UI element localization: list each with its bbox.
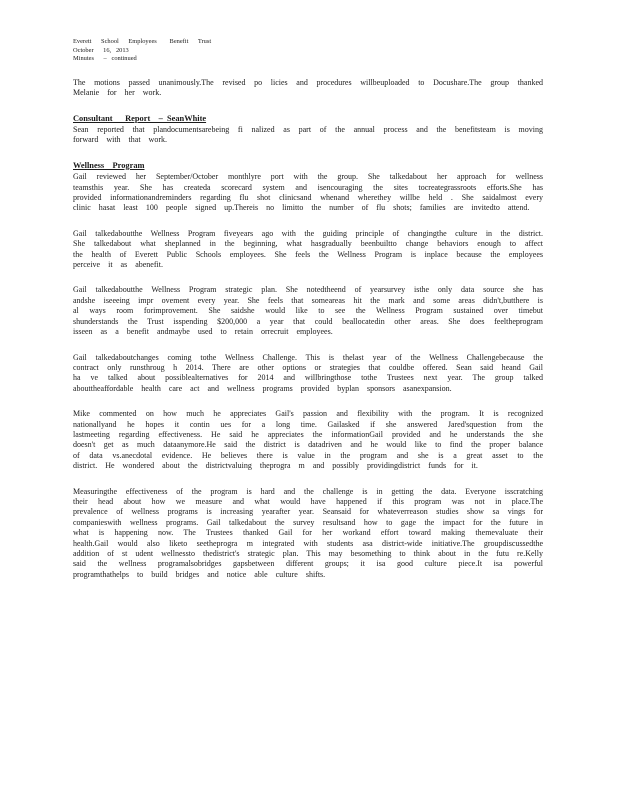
wellness-heading: Wellness Program <box>73 160 145 170</box>
wellness-section <box>73 161 543 214</box>
consultant-heading: Consultant Report – SeanWhite <box>73 113 207 123</box>
wellness-paragraph-2: Gail talkedaboutthe Wellness Program fiveyears ago with the guiding principle of changingthe culture in the district. She talkedabout what sheplanned in the beginning, what hasgradually beenbuiltto change behaviors enough to affect the health of Everett Public Schools employees. She feels the Wellness Program is inplace because the employees perceive it as abenefit. <box>73 228 543 270</box>
header-date: October 16, 2013 <box>73 46 129 54</box>
wellness-paragraph-3: Gail talkedaboutthe Wellness Program strategic plan. She notedtheend of yearsurvey isthe only data source she has andshe iseeeing impr ovement every year. She feels that someareas hit the mark and some areas didn't,butthere is al ways room forimprovement. She saidshe would like to see the Wellness Program sustained over timebut shunderstands the Trust isspending $200,000 a year that could beallocatedin other areas. She does feeltheprogram isseen as a benefit andmaybe used to retain orrecruit employees. <box>73 285 543 337</box>
wellness-paragraph-1: Gail reviewed her September/October monthlyre port with the group. She talkedabout her approach for wellness teamsthis year. She has createda scorecard system and isencouraging the sites tocreategrassroots efforts.She has provided informationandreminders regarding flu shot clinicsand whenand wherethey willbe held . She saidalmost every clinic hasat least 100 people signed up.Thereis no limitto the number of flu shots; families are invitedto attend. <box>73 172 543 213</box>
header-continued: Minutes – continued <box>73 55 137 63</box>
wellness-paragraph-6: Measuringthe effectiveness of the program is hard and the challenge is in getting the data. Everyone isscratching their head about how we measure and what would have happened if this program was not in place.The prevalence of wellness programs is increasing yearafter year. Seansaid for whateverreason studies show sa vings for companieswith wellness programs. Gail talkedabout the survey resultsand how to gage the impact for the future in what is happening now. The Trustees thanked Gail for her workand effort toward making themevaluate their health.Gail would also liketo seetheprogra m integrated with students asa district-wide initiative.The groupdiscussedthe addition of st udent wellnessto thedistrict's strategic plan. This may besomething to think about in the futu re.Kelly said the wellness programalsobridges gapsbetween different groups; it isa good culture piece.It isa powerful programthathelps to build bridges and notice able culture shifts. <box>73 486 543 579</box>
consultant-paragraph: Sean reported that plandocumentsarebeing fi nalized as part of the annual process and the benefitsteam is moving forward with that work. <box>73 125 543 145</box>
document-page <box>73 38 543 595</box>
wellness-paragraph-5: Mike commented on how much he appreciates Gail's passion and flexibility with the program. It is recognized nationallyand he hopes it contin ues for a long time. Gailasked if she answered Jared'squestion from the lastmeeting regarding effectiveness. He said he appreciates the informationGail provided and he understands the she doesn't get as much dataanymore.He said the district is datadriven and he would like to find the proper balance of data vs.anecdotal evidence. He believes there is value in the program and she is a great asset to the district. He wondered about the districtvaluing theprogra m and possibly providingdistrict funds for it. <box>73 409 543 471</box>
page-header <box>73 38 543 64</box>
consultant-section <box>73 114 543 146</box>
intro-paragraph: The motions passed unanimously.The revised po licies and procedures willbeuploaded to Docushare.The group thanked Melanie for her work. <box>73 77 543 98</box>
header-organization: Everett School Employees Benefit Trust <box>73 38 212 45</box>
wellness-paragraph-4: Gail talkedaboutchanges coming tothe Wellness Challenge. This is thelast year of the Wellness Challengebecause the contract only runsthroug h 2014. There are other options or strategies that couldbe offered. Sean said heand Gail ha ve talked about possiblealternatives for 2014 and willbringthose tothe Trustees next year. The group talked abouttheaffordable health care act and wellness programs provided byplan sponsors asanexpansion. <box>73 352 543 393</box>
